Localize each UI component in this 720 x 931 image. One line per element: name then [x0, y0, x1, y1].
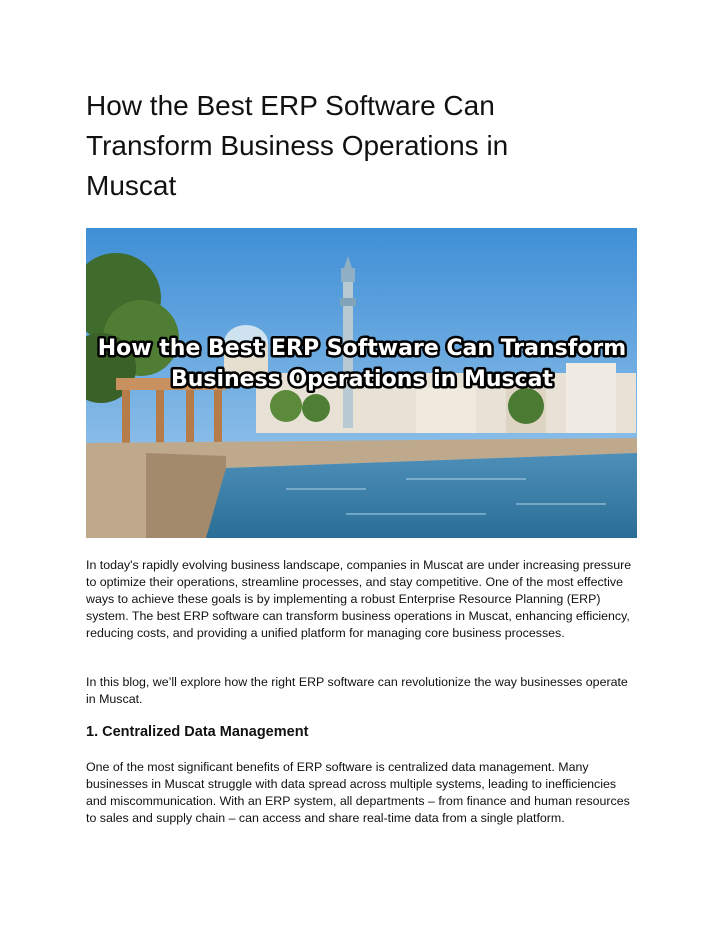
hero-image	[86, 228, 637, 538]
article-title: How the Best ERP Software Can Transform Business Operations in Muscat	[86, 90, 509, 201]
section-body: One of the most significant benefits of ERP software is centralized data management. Many businesses in Muscat struggle with data spread across multiple systems, leading to inefficiencies and miscommunication. With an ERP system, all departments – from finance and human resources to sales and supply chain – can access and share real-time data from a single platform.	[86, 760, 630, 825]
muscat-corniche-illustration	[86, 228, 637, 538]
blog-intro-paragraph: In this blog, we’ll explore how the right ERP software can revolutionize the way businesses operate in Muscat.	[86, 675, 628, 706]
section-heading: 1. Centralized Data Management	[86, 724, 309, 740]
hero-overlay-line1: How the Best ERP Software Can Transform	[97, 336, 627, 361]
intro-paragraph: In today's rapidly evolving business landscape, companies in Muscat are under increasing pressure to optimize their operations, streamline processes, and stay competitive. One of the most effective ways to achieve these goals is by implementing a robust Enterprise Resource Planning (ERP) system. The best ERP software can transform business operations in Muscat, enhancing efficiency, reducing costs, and providing a unified platform for managing core business processes.	[86, 558, 632, 640]
hero-overlay-line2: Business Operations in Muscat	[170, 367, 554, 392]
